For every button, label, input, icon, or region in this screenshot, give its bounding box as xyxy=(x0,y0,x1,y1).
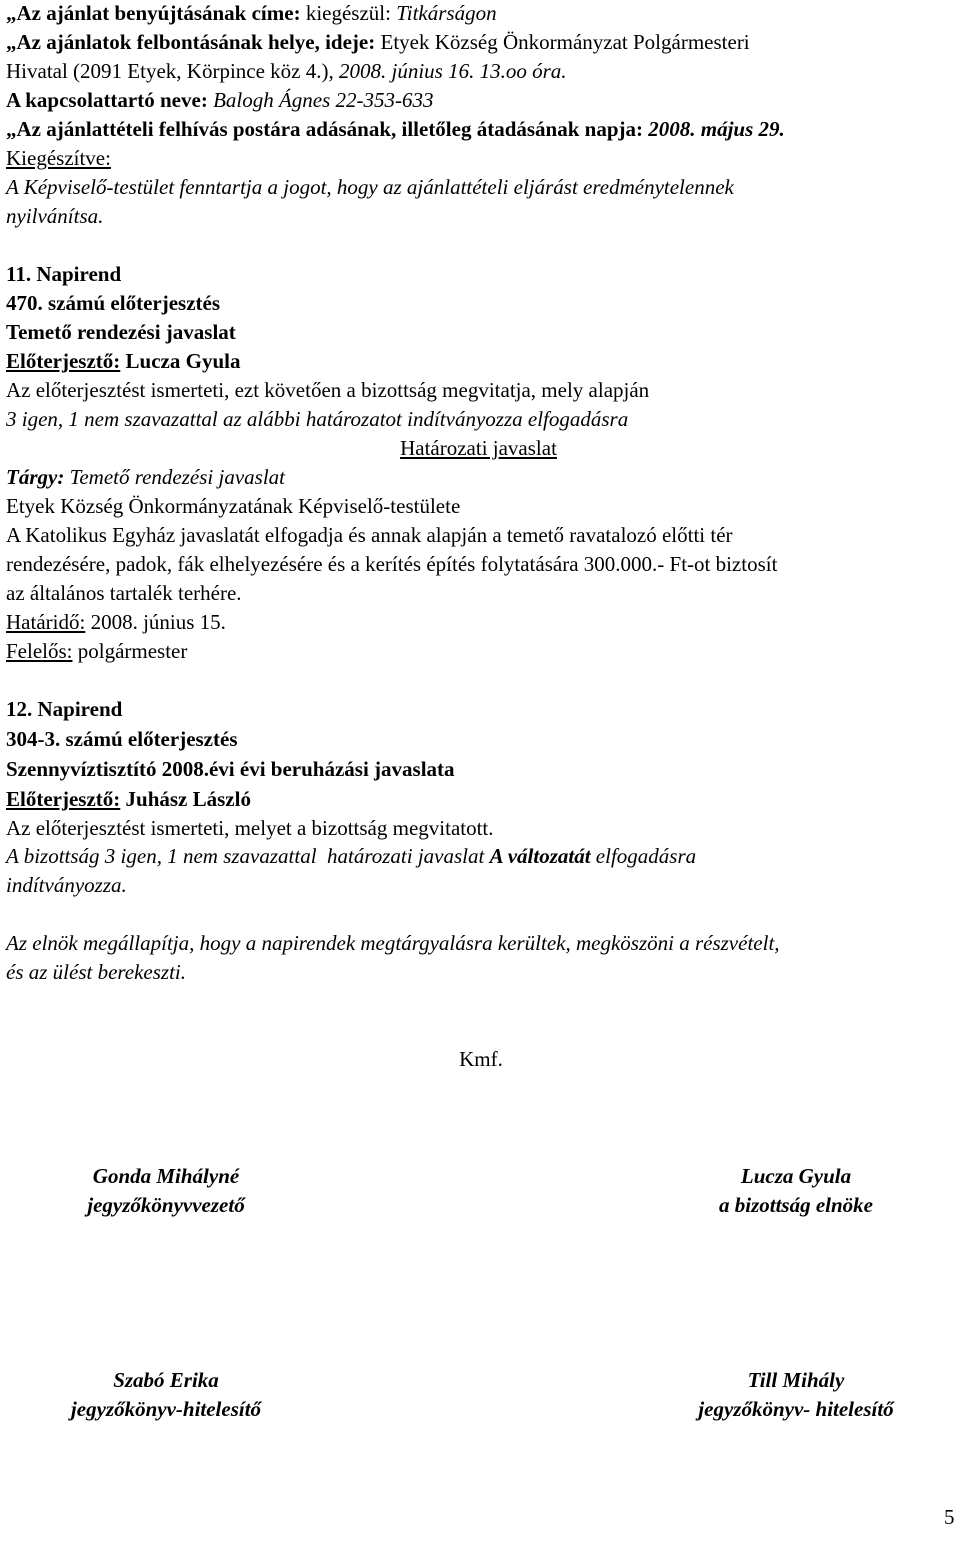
responsible-line xyxy=(6,638,187,664)
supplement-label: Kiegészítve: xyxy=(6,146,111,170)
signature-role-chair: a bizottság elnöke xyxy=(718,1193,873,1217)
item11-intro: Az előterjesztést ismerteti, ezt követően a bizottság megvitatja, mely alapján xyxy=(6,378,650,402)
item12-title: Szennyvíztisztító 2008.évi évi beruházási javaslata xyxy=(6,757,455,781)
responsible-value: polgármester xyxy=(77,639,188,663)
closing-line-2: és az ülést berekeszti. xyxy=(6,960,187,984)
contact-label: A kapcsolattartó neve: xyxy=(6,88,208,112)
resolution-body-2: A Katolikus Egyház javaslatát elfogadja és annak alapján a temető ravatalozó előtti tér xyxy=(6,523,733,547)
page-number: 5 xyxy=(944,1505,955,1529)
opening-date: 2008. június 16. 13.oo óra. xyxy=(339,59,567,83)
signature-role-authenticator-2: jegyzőkönyv- hitelesítő xyxy=(698,1397,894,1421)
resolution-body-4: az általános tartalék terhére. xyxy=(6,581,242,605)
supplement-text-2: nyilvánítsa. xyxy=(6,204,104,228)
offer-address-label: „Az ajánlat benyújtásának címe: xyxy=(6,1,301,25)
offer-address-place: Titkárságon xyxy=(396,1,497,25)
opening-label: „Az ajánlatok felbontásának helye, ideje: xyxy=(6,30,376,54)
opening-value: Etyek Község Önkormányzat Polgármesteri xyxy=(380,30,750,54)
mailing-line xyxy=(6,116,785,142)
item12-vote-prefix: A bizottság 3 igen, 1 nem szavazattal határozati javaslat xyxy=(6,844,485,868)
opening-address: Hivatal (2091 Etyek, Körpince köz 4.), xyxy=(6,59,334,83)
resolution-body-3: rendezésére, padok, fák elhelyezésére és a kerítés építés folytatására 300.000.- Ft-ot biztosít xyxy=(6,552,778,576)
offer-address-value: kiegészül: xyxy=(305,1,391,25)
opening-line xyxy=(6,29,750,55)
item12-presenter-label: Előterjesztő: xyxy=(6,787,121,811)
item12-vote-variant: A változatát xyxy=(489,844,591,868)
contact-line xyxy=(6,87,434,113)
subject-line xyxy=(6,464,285,490)
item12-heading: 12. Napirend xyxy=(6,697,123,721)
signature-name-authenticator-1: Szabó Erika xyxy=(113,1368,219,1392)
item12-vote-suffix: elfogadásra xyxy=(595,844,697,868)
item11-number: 470. számú előterjesztés xyxy=(6,291,220,315)
item11-heading: 11. Napirend xyxy=(6,262,122,286)
subject-value: Temető rendezési javaslat xyxy=(69,465,286,489)
signature-role-recorder: jegyzőkönyvvezető xyxy=(87,1193,245,1217)
offer-address-line xyxy=(6,0,497,26)
deadline-value: 2008. június 15. xyxy=(90,610,226,634)
deadline-line xyxy=(6,609,226,635)
signature-name-authenticator-2: Till Mihály xyxy=(747,1368,845,1392)
signature-role-authenticator-1: jegyzőkönyv-hitelesítő xyxy=(70,1397,262,1421)
mailing-value: 2008. május 29. xyxy=(648,117,785,141)
item12-intro: Az előterjesztést ismerteti, melyet a bizottság megvitatott. xyxy=(6,816,494,840)
item12-vote xyxy=(6,843,696,869)
contact-value: Balogh Ágnes 22-353-633 xyxy=(213,88,434,112)
item12-number: 304-3. számú előterjesztés xyxy=(6,727,238,751)
item11-presenter-name: Lucza Gyula xyxy=(125,349,241,373)
signature-name-chair: Lucza Gyula xyxy=(740,1164,852,1188)
closing-line-1: Az elnök megállapítja, hogy a napirendek megtárgyalásra kerültek, megköszöni a részvételt, xyxy=(6,931,780,955)
item12-presenter-name: Juhász László xyxy=(125,787,251,811)
subject-label: Tárgy: xyxy=(6,465,65,489)
item12-vote-2: indítványozza. xyxy=(6,873,127,897)
resolution-body-1: Etyek Község Önkormányzatának Képviselő-testülete xyxy=(6,494,461,518)
item11-presenter-label: Előterjesztő: xyxy=(6,349,121,373)
responsible-label: Felelős: xyxy=(6,639,73,663)
supplement-text-1: A Képviselő-testület fenntartja a jogot, hogy az ajánlattételi eljárást eredménytelennek xyxy=(6,175,734,199)
item11-presenter xyxy=(6,348,240,374)
item11-title: Temető rendezési javaslat xyxy=(6,320,236,344)
mailing-label: „Az ajánlattételi felhívás postára adásának, illetőleg átadásának napja: xyxy=(6,117,644,141)
deadline-label: Határidő: xyxy=(6,610,86,634)
signature-name-recorder: Gonda Mihályné xyxy=(92,1164,240,1188)
item12-presenter xyxy=(6,786,251,812)
item11-vote: 3 igen, 1 nem szavazattal az alábbi határozatot indítványozza elfogadásra xyxy=(6,407,629,431)
kmf: Kmf. xyxy=(459,1047,503,1071)
opening-line-2 xyxy=(6,58,567,84)
resolution-heading: Határozati javaslat xyxy=(400,436,557,460)
